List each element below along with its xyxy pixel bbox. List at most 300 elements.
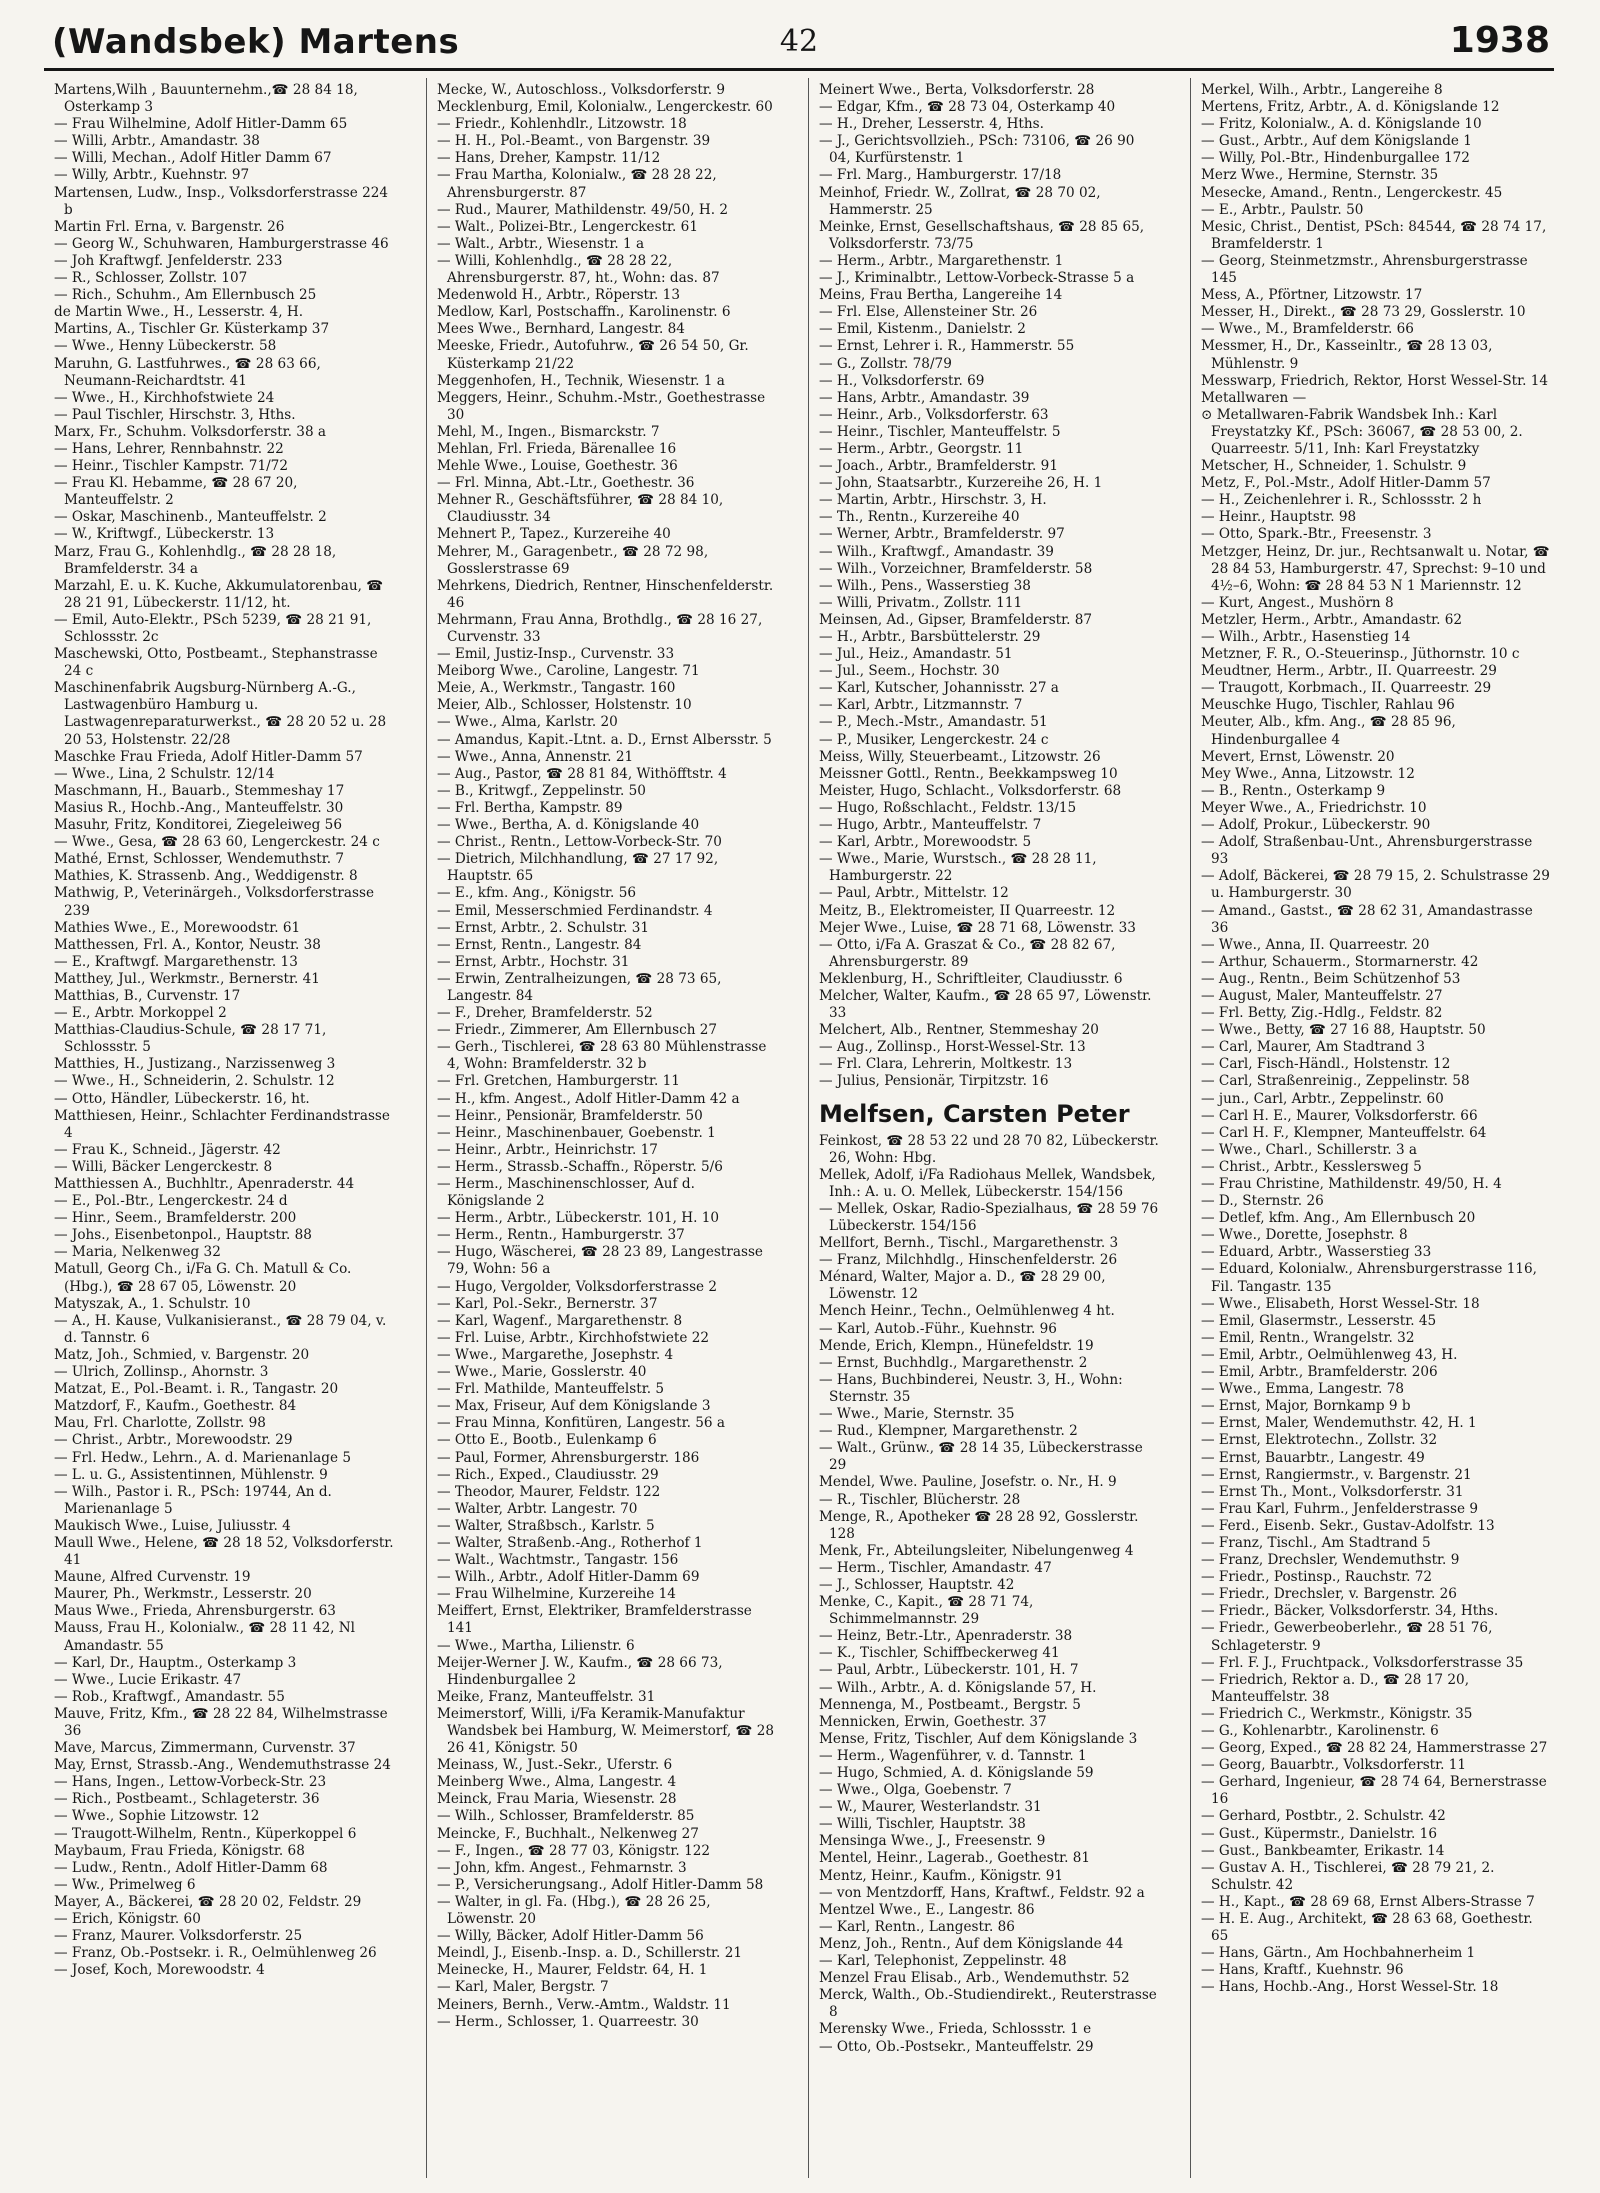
directory-entry: — Friedr., Kohlenhdlr., Litzowstr. 18 xyxy=(437,116,687,133)
directory-entry: Mehrer, M., Garagenbetr., ☎ 28 72 98, Gosslerstrasse 69 xyxy=(437,543,709,577)
directory-entry: Meinsen, Ad., Gipser, Bramfelderstr. 87 xyxy=(819,611,1093,628)
directory-entry: — Rich., Schuhm., Am Ellernbusch 25 xyxy=(54,287,317,304)
directory-entry: de Martin Wwe., H., Lesserstr. 4, H. xyxy=(54,304,304,321)
directory-entry: — Joach., Arbtr., Bramfelderstr. 91 xyxy=(819,458,1058,475)
directory-entry: — Herm., Wagenführer, v. d. Tannstr. 1 xyxy=(819,1747,1087,1764)
directory-entry: — Frl. Else, Allensteiner Str. 26 xyxy=(819,304,1038,321)
directory-entry: — Heinr., Arb., Volksdorferstr. 63 xyxy=(819,406,1049,423)
directory-entry: Meggenhofen, H., Technik, Wiesenstr. 1 a xyxy=(437,372,725,389)
directory-entry: — Frl. Gretchen, Hamburgerstr. 11 xyxy=(437,1073,680,1090)
directory-entry: — Emil, Kistenm., Danielstr. 2 xyxy=(819,321,1026,338)
directory-entry: Meitz, B., Elektromeister, II Quarreestr. 12 xyxy=(819,902,1116,919)
directory-entry: Maybaum, Frau Frieda, Königstr. 68 xyxy=(54,1842,305,1859)
directory-entry: Meinert Wwe., Berta, Volksdorferstr. 28 xyxy=(819,82,1095,98)
directory-entry: — E., Arbtr. Morkoppel 2 xyxy=(54,1005,227,1022)
directory-entry: Martens,Wilh , Bauunternehm.,☎ 28 84 18, Osterkamp 3 xyxy=(54,82,358,116)
page-header xyxy=(44,12,1554,71)
directory-entry: Melcher, Walter, Kaufm., ☎ 28 65 97, Löwenstr. 33 xyxy=(819,987,1152,1022)
directory-entry: — Willy, Bäcker, Adolf Hitler-Damm 56 xyxy=(437,1928,704,1945)
directory-column-1 xyxy=(44,78,402,2178)
directory-entry: — Karl, Dr., Hauptm., Osterkamp 3 xyxy=(54,1654,297,1671)
directory-entry: — Ernst, Rangiermstr., v. Bargenstr. 21 xyxy=(1201,1466,1472,1483)
directory-entry: — Frl. Minna, Abt.-Ltr., Goethestr. 36 xyxy=(437,475,695,492)
directory-entry: — Amandus, Kapit.-Ltnt. a. D., Ernst Albersstr. 5 xyxy=(437,731,772,748)
directory-entry: — Heinr., Tischler Kampstr. 71/72 xyxy=(54,458,288,475)
directory-entry: Meiss, Willy, Steuerbeamt., Litzowstr. 26 xyxy=(819,748,1101,765)
directory-entry: Meinck, Frau Maria, Wiesenstr. 28 xyxy=(437,1791,677,1808)
directory-entry: — Walt., Arbtr., Wiesenstr. 1 a xyxy=(437,235,645,252)
directory-entry: Metallwaren — xyxy=(1201,389,1307,406)
directory-entry: Mecklenburg, Emil, Kolonialw., Lengerckestr. 60 xyxy=(437,99,773,116)
directory-entry: — Ernst, Lehrer i. R., Hammerstr. 55 xyxy=(819,338,1075,355)
directory-entry: Maschewski, Otto, Postbeamt., Stephanstrasse 24 c xyxy=(54,646,378,680)
directory-entry: — Wwe., Sophie Litzowstr. 12 xyxy=(54,1808,260,1825)
header-district-name: (Wandsbek) Martens xyxy=(52,22,460,62)
directory-entry: — Georg, Steinmetzmstr., Ahrensburgerstrasse 145 xyxy=(1201,252,1528,287)
directory-entry: — Paul, Arbtr., Lübeckerstr. 101, H. 7 xyxy=(819,1662,1079,1679)
directory-entry: — Heinr., Arbtr., Heinrichstr. 17 xyxy=(437,1141,658,1158)
directory-entry: — Carl H. F., Klempner, Manteuffelstr. 64 xyxy=(1201,1124,1487,1141)
directory-entry: — Franz, Maurer. Volksdorferstr. 25 xyxy=(54,1928,303,1945)
directory-entry: — H., Dreher, Lesserstr. 4, Hths. xyxy=(819,116,1044,133)
directory-entry: Meindl, J., Eisenb.-Insp. a. D., Schillerstr. 21 xyxy=(437,1945,742,1962)
directory-columns xyxy=(44,78,1556,2178)
directory-entry: — Carl, Straßenreinig., Zeppelinstr. 58 xyxy=(1201,1073,1470,1090)
directory-entry: Melfsen, Carsten Peter xyxy=(819,1099,1130,1128)
directory-entry: — Detlef, kfm. Ang., Am Ellernbusch 20 xyxy=(1201,1210,1476,1227)
directory-entry: — Herm., Arbtr., Lübeckerstr. 101, H. 10 xyxy=(437,1210,720,1227)
directory-entry: Meeske, Friedr., Autofuhrw., ☎ 26 54 50, Gr. Küsterkamp 21/22 xyxy=(437,338,749,372)
directory-entry: Mesic, Christ., Dentist, PSch: 84544, ☎ 28 74 17, Bramfelderstr. 1 xyxy=(1201,218,1547,252)
directory-entry: — Aug., Pastor, ☎ 28 81 84, Withöfftstr. 4 xyxy=(437,765,727,782)
directory-entry: — Ernst, Bauarbtr., Langestr. 49 xyxy=(1201,1449,1425,1466)
directory-entry: — Ernst, Major, Bornkamp 9 b xyxy=(1201,1398,1411,1415)
directory-entry: Matthiessen A., Buchhltr., Apenraderstr. 44 xyxy=(54,1176,355,1192)
directory-entry: — Herm., Maschinenschlosser, Auf d. Königslande 2 xyxy=(437,1176,695,1210)
directory-entry: — Frl. Marg., Hamburgerstr. 17/18 xyxy=(819,167,1062,184)
directory-entry: — Wilh., Arbtr., A. d. Königslande 57, H. xyxy=(819,1679,1097,1696)
directory-entry: — Hugo, Wäscherei, ☎ 28 23 89, Langestrasse 79, Wohn: 56 a xyxy=(437,1244,763,1278)
directory-entry: Mellek, Adolf, i/Fa Radiohaus Mellek, Wandsbek, Inh.: A. u. O. Mellek, Lübeckerstr. 154/156 xyxy=(819,1166,1156,1200)
directory-entry: — R., Tischler, Blücherstr. 28 xyxy=(819,1491,1021,1508)
directory-entry: — Wwe., Anna, II. Quarreestr. 20 xyxy=(1201,936,1430,953)
directory-entry: Marzahl, E. u. K. Kuche, Akkumulatorenbau, ☎ 28 21 91, Lübeckerstr. 11/12, ht. xyxy=(54,577,384,611)
directory-entry: — Paul, Former, Ahrensburgerstr. 186 xyxy=(437,1449,700,1466)
directory-entry: Meincke, F., Buchhalt., Nelkenweg 27 xyxy=(437,1825,699,1842)
directory-entry: — Frau Wilhelmine, Adolf Hitler-Damm 65 xyxy=(54,116,348,133)
directory-entry: Matthias, B., Curvenstr. 17 xyxy=(54,987,241,1004)
directory-entry: Meiborg Wwe., Caroline, Langestr. 71 xyxy=(437,663,700,680)
directory-entry: — Karl, Wagenf., Margarethenstr. 8 xyxy=(437,1312,683,1329)
directory-entry: — Christ., Arbtr., Kesslersweg 5 xyxy=(1201,1158,1422,1175)
directory-entry: Mehrkens, Diedrich, Rentner, Hinschenfelderstr. 46 xyxy=(437,577,774,611)
directory-entry: — Friedr., Drechsler, v. Bargenstr. 26 xyxy=(1201,1586,1457,1603)
directory-entry: Maukisch Wwe., Luise, Juliusstr. 4 xyxy=(54,1517,291,1534)
directory-entry: — Karl, Telephonist, Zeppelinstr. 48 xyxy=(819,1953,1067,1970)
directory-entry: — Max, Friseur, Auf dem Königslande 3 xyxy=(437,1398,711,1415)
directory-entry: Messmer, H., Dr., Kasseinltr., ☎ 28 13 03, Mühlenstr. 9 xyxy=(1201,338,1493,372)
directory-entry: — Ernst, Rentn., Langestr. 84 xyxy=(437,936,642,953)
directory-entry: — Frau Karl, Fuhrm., Jenfelderstrasse 9 xyxy=(1201,1500,1478,1517)
directory-entry: Mejer Wwe., Luise, ☎ 28 71 68, Löwenstr. 33 xyxy=(819,919,1136,936)
directory-entry: — Rich., Exped., Claudiusstr. 29 xyxy=(437,1466,659,1483)
directory-column-2 xyxy=(426,78,784,2178)
directory-entry: — Wwe., H., Kirchhofstwiete 24 xyxy=(54,389,275,406)
directory-entry: Mendel, Wwe. Pauline, Josefstr. o. Nr., H. 9 xyxy=(819,1474,1117,1491)
directory-entry: — Georg, Bauarbtr., Volksdorferstr. 11 xyxy=(1201,1757,1467,1774)
directory-entry: Messer, H., Direkt., ☎ 28 73 29, Gosslerstr. 10 xyxy=(1201,304,1526,321)
directory-entry: — Wwe., Gesa, ☎ 28 63 60, Lengerckestr. 24 c xyxy=(54,834,380,851)
directory-entry: — Heinz, Betr.-Ltr., Apenraderstr. 38 xyxy=(819,1628,1073,1645)
directory-entry: Mehl, M., Ingen., Bismarckstr. 7 xyxy=(437,423,660,440)
directory-entry: — Willi, Kohlenhdlg., ☎ 28 28 22, Ahrensburgerstr. 87, ht., Wohn: das. 87 xyxy=(437,252,720,287)
directory-entry: — Traugott-Wilhelm, Rentn., Küperkoppel 6 xyxy=(54,1825,357,1842)
directory-entry: — Emil, Auto-Elektr., PSch 5239, ☎ 28 21 91, Schlossstr. 2c xyxy=(54,611,372,645)
directory-entry: — E., Pol.-Btr., Lengerckestr. 24 d xyxy=(54,1193,288,1210)
directory-entry: — Ludw., Rentn., Adolf Hitler-Damm 68 xyxy=(54,1859,328,1876)
directory-entry: — Christ., Rentn., Lettow-Vorbeck-Str. 70 xyxy=(437,834,722,851)
directory-entry: — Frl. Betty, Zig.-Hdlg., Feldstr. 82 xyxy=(1201,1005,1443,1022)
directory-entry: Metzger, Heinz, Dr. jur., Rechtsanwalt u. Notar, ☎ 28 84 53, Hamburgerstr. 47, Sprechst: 9–10 und 4½–6, Wohn: ☎ 28 84 53 N 1 Mariennstr. 12 xyxy=(1201,543,1550,594)
directory-entry: — Wwe., Elisabeth, Horst Wessel-Str. 18 xyxy=(1201,1295,1480,1312)
directory-entry: — Th., Rentn., Kurzereihe 40 xyxy=(819,509,1020,526)
directory-entry: — Wilh., Pastor i. R., PSch: 19744, An d. Marienanlage 5 xyxy=(54,1483,332,1517)
directory-entry: — Hans, Hochb.-Ang., Horst Wessel-Str. 18 xyxy=(1201,1979,1499,1996)
directory-entry: — Gust., Arbtr., Auf dem Königslande 1 xyxy=(1201,133,1472,150)
directory-entry: Mentzel Wwe., E., Langestr. 86 xyxy=(819,1901,1035,1918)
directory-entry: Mayer, A., Bäckerei, ☎ 28 20 02, Feldstr. 29 xyxy=(54,1893,362,1910)
directory-entry: Matzdorf, F., Kaufm., Goethestr. 84 xyxy=(54,1398,297,1415)
directory-entry: — Otto, Spark.-Btr., Freesenstr. 3 xyxy=(1201,526,1432,543)
directory-entry: — H. H., Pol.-Beamt., von Bargenstr. 39 xyxy=(437,133,711,150)
directory-entry: Maus Wwe., Frieda, Ahrensburgerstr. 63 xyxy=(54,1603,336,1620)
directory-entry: Mellfort, Bernh., Tischl., Margarethenstr. 3 xyxy=(819,1235,1119,1252)
directory-entry: — Karl, Autob.-Führ., Kuehnstr. 96 xyxy=(819,1320,1057,1337)
directory-entry: — Ernst, Elektrotechn., Zollstr. 32 xyxy=(1201,1432,1438,1449)
directory-entry: — Rob., Kraftwgf., Amandastr. 55 xyxy=(54,1688,285,1705)
directory-entry: Mathé, Ernst, Schlosser, Wendemuthstr. 7 xyxy=(54,851,345,868)
directory-entry: — Frl. Clara, Lehrerin, Moltkestr. 13 xyxy=(819,1056,1073,1073)
directory-entry: — Hugo, Schmied, A. d. Königslande 59 xyxy=(819,1765,1094,1781)
page-number: 42 xyxy=(779,24,819,59)
directory-entry: Marz, Frau G., Kohlenhdlg., ☎ 28 28 18, Bramfelderstr. 34 a xyxy=(54,543,337,577)
directory-entry: — P., Mech.-Mstr., Amandastr. 51 xyxy=(819,714,1048,731)
directory-entry: — Ernst, Arbtr., Hochstr. 31 xyxy=(437,953,630,970)
directory-entry: — Wwe., Margarethe, Josephstr. 4 xyxy=(437,1346,674,1363)
directory-entry: — Franz, Tischl., Am Stadtrand 5 xyxy=(1201,1534,1431,1551)
directory-entry: — Heinr., Pensionär, Bramfelderstr. 50 xyxy=(437,1107,703,1124)
directory-entry: — Amand., Gastst., ☎ 28 62 31, Amandastrasse 36 xyxy=(1201,902,1533,936)
directory-entry: May, Ernst, Strassb.-Ang., Wendemuthstrasse 24 xyxy=(54,1757,391,1774)
directory-entry: — Traugott, Korbmach., II. Quarreestr. 29 xyxy=(1201,680,1492,697)
directory-entry: — Walter, Straßenb.-Ang., Rotherhof 1 xyxy=(437,1534,703,1551)
directory-entry: Meissner Gottl., Rentn., Beekkampsweg 10 xyxy=(819,765,1118,782)
directory-entry: Melchert, Alb., Rentner, Stemmeshay 20 xyxy=(819,1022,1099,1039)
directory-entry: Matthessen, Frl. A., Kontor, Neustr. 38 xyxy=(54,936,321,953)
directory-entry: — Walter, Arbtr. Langestr. 70 xyxy=(437,1500,638,1517)
directory-entry: — D., Sternstr. 26 xyxy=(1201,1193,1324,1210)
directory-entry: — A., H. Kause, Vulkanisieranst., ☎ 28 79 04, v. d. Tannstr. 6 xyxy=(54,1312,387,1346)
directory-entry: Merz Wwe., Hermine, Sternstr. 35 xyxy=(1201,167,1439,184)
directory-entry: — H., Arbtr., Barsbüttelerstr. 29 xyxy=(819,629,1041,645)
directory-entry: — Franz, Milchhdlg., Hinschenfelderstr. 26 xyxy=(819,1252,1118,1269)
directory-entry: — Julius, Pensionär, Tirpitzstr. 16 xyxy=(819,1073,1049,1090)
directory-entry: — Joh Kraftwgf. Jenfelderstr. 233 xyxy=(54,252,283,269)
directory-entry: — Rud., Klempner, Margarethenstr. 2 xyxy=(819,1423,1078,1440)
directory-entry: — Hans, Buchbinderei, Neustr. 3, H., Wohn: Sternstr. 35 xyxy=(819,1371,1123,1405)
directory-entry: — Frau K., Schneid., Jägerstr. 42 xyxy=(54,1141,281,1158)
directory-entry: Matull, Georg Ch., i/Fa G. Ch. Matull & Co. (Hbg.), ☎ 28 67 05, Löwenstr. 20 xyxy=(54,1261,352,1295)
directory-entry: — Wwe., Marie, Sternstr. 35 xyxy=(819,1406,1015,1423)
directory-entry: Mentel, Heinr., Lagerab., Goethestr. 81 xyxy=(819,1850,1091,1867)
directory-entry: — Willi, Arbtr., Amandastr. 38 xyxy=(54,133,260,150)
directory-entry: — Ferd., Eisenb. Sekr., Gustav-Adolfstr. 13 xyxy=(1201,1517,1495,1534)
directory-entry: Meiners, Bernh., Verw.-Amtm., Waldstr. 11 xyxy=(437,1996,731,2013)
directory-entry: — Ernst, Maler, Wendemuthstr. 42, H. 1 xyxy=(1201,1415,1477,1432)
directory-entry: — Wilh., Pens., Wasserstieg 38 xyxy=(819,577,1031,594)
directory-entry: — Wwe., Martha, Lilienstr. 6 xyxy=(437,1637,635,1654)
directory-entry: Meister, Hugo, Schlacht., Volksdorferstr. 68 xyxy=(819,782,1122,799)
directory-entry: — Edgar, Kfm., ☎ 28 73 04, Osterkamp 40 xyxy=(819,99,1116,116)
directory-entry: — Wwe., Lina, 2 Schulstr. 12/14 xyxy=(54,765,275,782)
directory-entry: — Karl, Rentn., Langestr. 86 xyxy=(819,1918,1015,1935)
directory-entry: — Wwe., Anna, Annenstr. 21 xyxy=(437,748,634,765)
directory-entry: — Frl. Hedw., Lehrn., A. d. Marienanlage 5 xyxy=(54,1449,351,1466)
directory-entry: — Friedr., Bäcker, Volksdorferstr. 34, Hths. xyxy=(1201,1603,1499,1620)
directory-entry: — G., Zollstr. 78/79 xyxy=(819,355,952,372)
directory-entry: — Hans, Kraftf., Kuehnstr. 96 xyxy=(1201,1962,1404,1979)
directory-entry: — Ww., Primelweg 6 xyxy=(54,1876,196,1893)
directory-entry: Menge, R., Apotheker ☎ 28 28 92, Gosslerstr. 128 xyxy=(819,1508,1139,1542)
directory-entry: Meijer-Werner J. W., Kaufm., ☎ 28 66 73, Hindenburgallee 2 xyxy=(437,1654,723,1688)
directory-entry: — Otto, Ob.-Postsekr., Manteuffelstr. 29 xyxy=(819,2038,1094,2055)
directory-entry: ⊙ Metallwaren-Fabrik Wandsbek Inh.: Karl Freystatzky Kf., PSch: 36067, ☎ 28 53 00, 2. Quarreestr. 5/11, Inh: Karl Freystatzky xyxy=(1201,406,1523,457)
directory-entry: — Oskar, Maschinenb., Manteuffelstr. 2 xyxy=(54,509,327,526)
directory-entry: — Hinr., Seem., Bramfelderstr. 200 xyxy=(54,1210,297,1227)
directory-entry: Meie, A., Werkmstr., Tangastr. 160 xyxy=(437,680,676,697)
directory-entry: Matyszak, A., 1. Schulstr. 10 xyxy=(54,1295,251,1312)
directory-entry: — Karl, Pol.-Sekr., Bernerstr. 37 xyxy=(437,1295,658,1312)
directory-entry: — Wwe., Alma, Karlstr. 20 xyxy=(437,714,618,731)
directory-entry: — Otto, i/Fa A. Graszat & Co., ☎ 28 82 67, Ahrensburgerstr. 89 xyxy=(819,936,1116,970)
directory-entry: — Frau Martha, Kolonialw., ☎ 28 28 22, Ahrensburgerstr. 87 xyxy=(437,167,717,201)
directory-entry: — Georg W., Schuhwaren, Hamburgerstrasse 46 xyxy=(54,235,389,252)
directory-entry: — Wwe., Bertha, A. d. Königslande 40 xyxy=(437,817,700,834)
directory-entry: — John, Staatsarbtr., Kurzereihe 26, H. 1 xyxy=(819,475,1103,492)
directory-entry: Mense, Fritz, Tischler, Auf dem Königslande 3 xyxy=(819,1730,1138,1747)
directory-entry: — Otto E., Bootb., Eulenkamp 6 xyxy=(437,1432,657,1449)
directory-entry: Matthiesen, Heinr., Schlachter Ferdinandstrasse 4 xyxy=(54,1107,390,1141)
directory-entry: — Erich, Königstr. 60 xyxy=(54,1911,201,1928)
directory-entry: — Dietrich, Milchhandlung, ☎ 27 17 92, Hauptstr. 65 xyxy=(437,851,719,885)
directory-entry: Meier, Alb., Schlosser, Holstenstr. 10 xyxy=(437,697,692,714)
directory-entry: — Werner, Arbtr., Bramfelderstr. 97 xyxy=(819,526,1065,543)
directory-entry: Meimerstorf, Willi, i/Fa Keramik-Manufaktur Wandsbek bei Hamburg, W. Meimerstorf, ☎ 28 26 41, Königstr. 50 xyxy=(437,1705,775,1757)
directory-entry: Mennenga, M., Postbeamt., Bergstr. 5 xyxy=(819,1696,1081,1713)
directory-entry: — John, kfm. Angest., Fehmarnstr. 3 xyxy=(437,1859,687,1876)
directory-entry: — Hans, Arbtr., Amandastr. 39 xyxy=(819,389,1030,406)
directory-entry: — August, Maler, Manteuffelstr. 27 xyxy=(1201,987,1443,1004)
directory-entry: — Rud., Maurer, Mathildenstr. 49/50, H. 2 xyxy=(437,201,729,218)
directory-entry: — Johs., Eisenbetonpol., Hauptstr. 88 xyxy=(54,1227,312,1244)
directory-entry: Meklenburg, H., Schriftleiter, Claudiusstr. 6 xyxy=(819,970,1123,987)
directory-entry: Martin Frl. Erna, v. Bargenstr. 26 xyxy=(54,218,285,235)
directory-entry: Mehner R., Geschäftsführer, ☎ 28 84 10, Claudiusstr. 34 xyxy=(437,492,724,526)
directory-entry: Merkel, Wilh., Arbtr., Langereihe 8 xyxy=(1201,82,1443,98)
directory-entry: — H., Volksdorferstr. 69 xyxy=(819,372,985,389)
header-year: 1938 xyxy=(1449,20,1550,61)
directory-entry: Feinkost, ☎ 28 53 22 und 28 70 82, Lübeckerstr. 26, Wohn: Hbg. xyxy=(819,1132,1159,1166)
directory-entry: Mensinga Wwe., J., Freesenstr. 9 xyxy=(819,1833,1046,1850)
directory-entry: Maruhn, G. Lastfuhrwes., ☎ 28 63 66, Neumann-Reichardtstr. 41 xyxy=(54,355,321,389)
directory-entry: Matz, Joh., Schmied, v. Bargenstr. 20 xyxy=(54,1346,310,1363)
directory-entry: — K., Tischler, Schiffbeckerweg 41 xyxy=(819,1645,1060,1662)
directory-entry: Metz, F., Pol.-Mstr., Adolf Hitler-Damm 57 xyxy=(1201,475,1491,492)
directory-entry: — Franz, Ob.-Postsekr. i. R., Oelmühlenweg 26 xyxy=(54,1945,377,1962)
directory-entry: — Wilh., Vorzeichner, Bramfelderstr. 58 xyxy=(819,560,1093,577)
directory-entry: Meuter, Alb., kfm. Ang., ☎ 28 85 96, Hindenburgallee 4 xyxy=(1201,714,1456,748)
directory-entry: Martins, A., Tischler Gr. Küsterkamp 37 xyxy=(54,321,330,338)
directory-entry: — E., Kraftwgf. Margarethenstr. 13 xyxy=(54,953,298,970)
directory-entry: — Wilh., Schlosser, Bramfelderstr. 85 xyxy=(437,1808,695,1825)
directory-entry: — Eduard, Kolonialw., Ahrensburgerstrasse 116, Fil. Tangastr. 135 xyxy=(1201,1261,1537,1295)
directory-entry: Mehrmann, Frau Anna, Brothdlg., ☎ 28 16 27, Curvenstr. 33 xyxy=(437,611,763,645)
directory-entry: — Emil, Messerschmied Ferdinandstr. 4 xyxy=(437,902,713,919)
directory-entry: Merck, Walth., Ob.-Studiendirekt., Reuterstrasse 8 xyxy=(819,1987,1157,2021)
directory-entry: Maschinenfabrik Augsburg-Nürnberg A.-G., Lastwagenbüro Hamburg u. Lastwagenreparaturwerkst., ☎ 28 20 52 u. 28 20 53, Holstenstr. 22/28 xyxy=(54,680,387,748)
directory-entry: — J., Kriminalbtr., Lettow-Vorbeck-Strasse 5 a xyxy=(819,270,1135,287)
directory-entry: Meinhof, Friedr. W., Zollrat, ☎ 28 70 02, Hammerstr. 25 xyxy=(819,184,1101,218)
directory-entry: — Willy, Arbtr., Kuehnstr. 97 xyxy=(54,167,250,184)
directory-entry: — Emil, Justiz-Insp., Curvenstr. 33 xyxy=(437,646,675,663)
directory-entry: Matthies, H., Justizang., Narzissenweg 3 xyxy=(54,1056,336,1073)
directory-entry: — Erwin, Zentralheizungen, ☎ 28 73 65, Langestr. 84 xyxy=(437,970,722,1004)
directory-entry: Menz, Joh., Rentn., Auf dem Königslande 44 xyxy=(819,1935,1124,1952)
directory-entry: Metzler, Herm., Arbtr., Amandastr. 62 xyxy=(1201,611,1463,628)
directory-entry: Matthias-Claudius-Schule, ☎ 28 17 71, Schlossstr. 5 xyxy=(54,1022,327,1056)
directory-entry: — F., Dreher, Bramfelderstr. 52 xyxy=(437,1005,653,1022)
directory-entry: — Herm., Schlosser, 1. Quarreestr. 30 xyxy=(437,2013,699,2030)
directory-entry: — Ernst Th., Mont., Volksdorferstr. 31 xyxy=(1201,1483,1464,1500)
directory-column-4 xyxy=(1190,78,1556,2178)
directory-entry: — Gustav A. H., Tischlerei, ☎ 28 79 21, 2. Schulstr. 42 xyxy=(1201,1859,1495,1893)
directory-entry: — Herm., Tischler, Amandastr. 47 xyxy=(819,1559,1052,1576)
directory-entry: Mave, Marcus, Zimmermann, Curvenstr. 37 xyxy=(54,1740,356,1757)
directory-entry: — Maria, Nelkenweg 32 xyxy=(54,1244,221,1261)
directory-entry: Medenwold H., Arbtr., Röperstr. 13 xyxy=(437,287,680,304)
directory-entry: — Jul., Heiz., Amandastr. 51 xyxy=(819,646,1013,663)
directory-entry: — Aug., Rentn., Beim Schützenhof 53 xyxy=(1201,970,1461,987)
directory-entry: Mentz, Heinr., Kaufm., Königstr. 91 xyxy=(819,1867,1064,1884)
directory-entry: — P., Musiker, Lengerckestr. 24 c xyxy=(819,731,1049,748)
directory-entry: Metscher, H., Schneider, 1. Schulstr. 9 xyxy=(1201,458,1467,475)
directory-entry: — W., Maurer, Westerlandstr. 31 xyxy=(819,1799,1042,1816)
directory-entry: — Walter, in gl. Fa. (Hbg.), ☎ 28 26 25, Löwenstr. 20 xyxy=(437,1893,711,1928)
directory-entry: — Jul., Seem., Hochstr. 30 xyxy=(819,663,1000,680)
directory-entry: — Friedr., Gewerbeoberlehr., ☎ 28 51 76, Schlageterstr. 9 xyxy=(1201,1620,1493,1654)
directory-entry: Meike, Franz, Manteuffelstr. 31 xyxy=(437,1688,656,1705)
directory-entry: Mecke, W., Autoschloss., Volksdorferstr. 9 xyxy=(437,82,726,98)
directory-entry: — Rich., Postbeamt., Schlageterstr. 36 xyxy=(54,1791,320,1808)
directory-entry: Meiffert, Ernst, Elektriker, Bramfelderstrasse 141 xyxy=(437,1603,752,1637)
directory-entry: Mennicken, Erwin, Goethestr. 37 xyxy=(819,1713,1047,1730)
directory-entry: — F., Ingen., ☎ 28 77 03, Königstr. 122 xyxy=(437,1842,711,1859)
directory-entry: — Adolf, Bäckerei, ☎ 28 79 15, 2. Schulstrasse 29 u. Hamburgerstr. 30 xyxy=(1201,868,1550,902)
directory-entry: Maschke Frau Frieda, Adolf Hitler-Damm 57 xyxy=(54,748,363,765)
directory-entry: — Herm., Rentn., Hamburgerstr. 37 xyxy=(437,1227,685,1244)
directory-entry: — Willi, Mechan., Adolf Hitler Damm 67 xyxy=(54,150,332,167)
directory-entry: — Herm., Arbtr., Margarethenstr. 1 xyxy=(819,252,1064,269)
directory-entry: — Karl, Maler, Bergstr. 7 xyxy=(437,1979,609,1996)
directory-entry: — Hans, Ingen., Lettow-Vorbeck-Str. 23 xyxy=(54,1774,327,1791)
directory-entry: — Adolf, Straßenbau-Unt., Ahrensburgerstrasse 93 xyxy=(1201,834,1533,868)
directory-entry: — Adolf, Prokur., Lübeckerstr. 90 xyxy=(1201,817,1431,834)
directory-entry: — Josef, Koch, Morewoodstr. 4 xyxy=(54,1962,265,1979)
directory-entry: — Heinr., Hauptstr. 98 xyxy=(1201,509,1357,526)
directory-entry: Maune, Alfred Curvenstr. 19 xyxy=(54,1569,251,1586)
directory-entry: — B., Kritwgf., Zeppelinstr. 50 xyxy=(437,782,646,799)
directory-entry: — Frl. Luise, Arbtr., Kirchhofstwiete 22 xyxy=(437,1329,710,1346)
directory-entry: Ménard, Walter, Major a. D., ☎ 28 29 00, Löwenstr. 12 xyxy=(819,1269,1106,1303)
directory-entry: — Paul, Arbtr., Mittelstr. 12 xyxy=(819,885,1009,902)
directory-entry: — jun., Carl, Arbtr., Zeppelinstr. 60 xyxy=(1201,1090,1444,1107)
directory-entry: Mauss, Frau H., Kolonialw., ☎ 28 11 42, Nl Amandastr. 55 xyxy=(54,1620,356,1654)
directory-entry: — Heinr., Maschinenbauer, Goebenstr. 1 xyxy=(437,1124,716,1141)
directory-entry: — Fritz, Kolonialw., A. d. Königslande 10 xyxy=(1201,116,1482,133)
directory-entry: — Friedrich C., Werkmstr., Königstr. 35 xyxy=(1201,1705,1473,1722)
directory-entry: — Frl. Mathilde, Manteuffelstr. 5 xyxy=(437,1381,664,1398)
directory-entry: Maschmann, H., Bauarb., Stemmeshay 17 xyxy=(54,782,345,799)
directory-entry: — Frl. F. J., Fruchtpack., Volksdorferstrasse 35 xyxy=(1201,1654,1524,1671)
directory-entry: — H., Kapt., ☎ 28 69 68, Ernst Albers-Strasse 7 xyxy=(1201,1893,1535,1910)
directory-entry: — Gerh., Tischlerei, ☎ 28 63 80 Mühlenstrasse 4, Wohn: Bramfelderstr. 32 b xyxy=(437,1039,767,1073)
directory-entry: Maurer, Ph., Werkmstr., Lesserstr. 20 xyxy=(54,1586,312,1603)
directory-entry: — J., Schlosser, Hauptstr. 42 xyxy=(819,1576,1015,1593)
directory-entry: — Wwe., Emma, Langestr. 78 xyxy=(1201,1381,1404,1398)
directory-entry: — Willy, Pol.-Btr., Hindenburgallee 172 xyxy=(1201,150,1470,167)
directory-entry: — Karl, Arbtr., Litzmannstr. 7 xyxy=(819,697,1023,714)
directory-entry: — Karl, Arbtr., Morewoodstr. 5 xyxy=(819,834,1032,851)
directory-entry: Mau, Frl. Charlotte, Zollstr. 98 xyxy=(54,1415,266,1432)
directory-entry: Messwarp, Friedrich, Rektor, Horst Wessel-Str. 14 xyxy=(1201,372,1549,389)
directory-entry: — Martin, Arbtr., Hirschstr. 3, H. xyxy=(819,492,1047,509)
directory-entry: Matthey, Jul., Werkmstr., Bernerstr. 41 xyxy=(54,970,320,987)
directory-entry: — Herm., Arbtr., Georgstr. 11 xyxy=(819,440,1024,457)
directory-entry: — Gerhard, Postbtr., 2. Schulstr. 42 xyxy=(1201,1808,1446,1825)
directory-entry: — R., Schlosser, Zollstr. 107 xyxy=(54,270,248,287)
directory-entry: — Otto, Händler, Lübeckerstr. 16, ht. xyxy=(54,1090,310,1107)
directory-entry: Mey Wwe., Anna, Litzowstr. 12 xyxy=(1201,765,1415,782)
directory-entry: — Carl, Fisch-Händl., Holstenstr. 12 xyxy=(1201,1056,1451,1073)
directory-entry: — Eduard, Arbtr., Wasserstieg 33 xyxy=(1201,1244,1432,1261)
directory-entry: — Wilh., Arbtr., Adolf Hitler-Damm 69 xyxy=(437,1569,700,1586)
directory-entry: Meggers, Heinr., Schuhm.-Mstr., Goethestrasse 30 xyxy=(437,389,766,423)
directory-entry: — Hugo, Roßschlacht., Feldstr. 13/15 xyxy=(819,799,1077,816)
directory-entry: — Carl, Maurer, Am Stadtrand 3 xyxy=(1201,1039,1425,1056)
directory-entry: Merensky Wwe., Frieda, Schlossstr. 1 e xyxy=(819,2021,1092,2038)
directory-entry: — Ernst, Buchhdlg., Margarethenstr. 2 xyxy=(819,1354,1088,1371)
directory-entry: — Franz, Drechsler, Wendemuthstr. 9 xyxy=(1201,1552,1460,1569)
directory-entry: — E., kfm. Ang., Königstr. 56 xyxy=(437,885,637,902)
directory-entry: — Wwe., Marie, Gosslerstr. 40 xyxy=(437,1364,647,1381)
directory-entry: — Wwe., Lucie Erikastr. 47 xyxy=(54,1671,242,1688)
directory-entry: — Walt., Polizei-Btr., Lengerckestr. 61 xyxy=(437,218,698,235)
directory-entry: — Frau Kl. Hebamme, ☎ 28 67 20, Manteuffelstr. 2 xyxy=(54,475,298,509)
directory-entry: — Wilh., Kraftwgf., Amandastr. 39 xyxy=(819,543,1054,560)
directory-entry: — Walt., Wachtmstr., Tangastr. 156 xyxy=(437,1552,679,1569)
directory-entry: Masius R., Hochb.-Ang., Manteuffelstr. 30 xyxy=(54,799,344,816)
directory-entry: — Willi, Bäcker Lengerckestr. 8 xyxy=(54,1158,273,1175)
